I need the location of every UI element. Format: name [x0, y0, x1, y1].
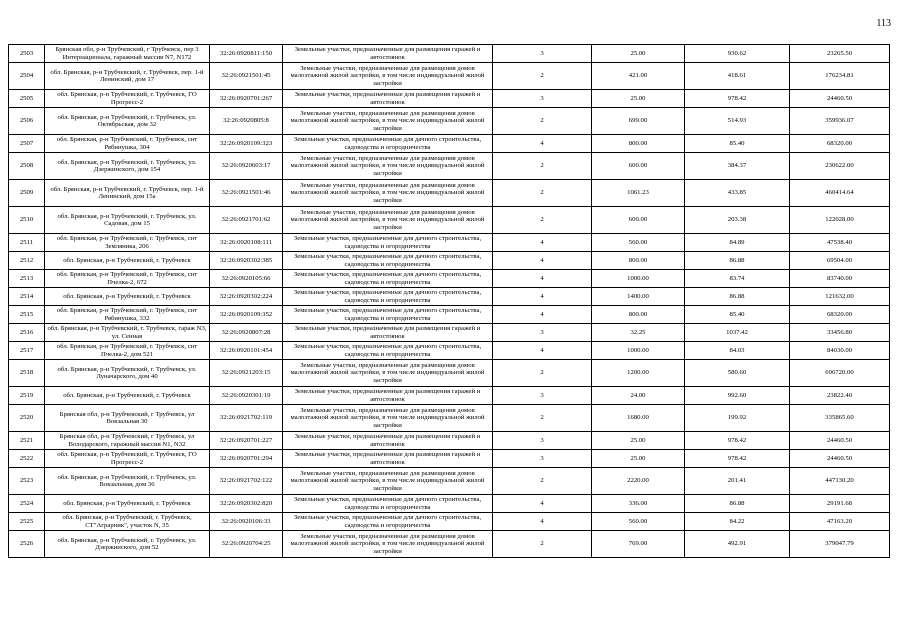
- unit-price-cell: 492.91: [685, 531, 790, 558]
- cadastral-value-cell: 24460.50: [790, 450, 890, 468]
- table-row: [9, 135, 890, 153]
- category-cell: 3: [493, 387, 592, 405]
- table-row: [9, 207, 890, 234]
- area-cell: 1000.00: [592, 270, 685, 288]
- row-number: 2504: [9, 63, 45, 90]
- cadastral-value-cell: 69504.00: [790, 252, 890, 270]
- row-number: 2512: [9, 252, 45, 270]
- area-cell: 560.00: [592, 234, 685, 252]
- area-cell: 25.00: [592, 90, 685, 108]
- land-use-cell: Земельные участки, предназначенные для размещения домов малоэтажной жилой застройки, в том числе индивидуальной жилой застройки: [283, 207, 493, 234]
- row-number: 2525: [9, 513, 45, 531]
- cadastral-number-cell: 32:26:0920301:19: [210, 387, 283, 405]
- land-use-cell: Земельные участки, предназначенные для размещения домов малоэтажной жилой застройки, в том числе индивидуальной жилой застройки: [283, 360, 493, 387]
- cadastral-value-cell: 47538.40: [790, 234, 890, 252]
- unit-price-cell: 86.88: [685, 288, 790, 306]
- address-cell: обл. Брянская, р-н Трубчевский, г. Трубчевск, СТ"Аграрник", участок N, 35: [45, 513, 210, 531]
- table-row: [9, 405, 890, 432]
- table-row: [9, 153, 890, 180]
- category-cell: 2: [493, 108, 592, 135]
- row-number: 2526: [9, 531, 45, 558]
- unit-price-cell: 978.42: [685, 90, 790, 108]
- cadastral-value-cell: 447130.20: [790, 468, 890, 495]
- cadastral-value-cell: 68320.00: [790, 135, 890, 153]
- area-cell: 1061.23: [592, 180, 685, 207]
- category-cell: 2: [493, 207, 592, 234]
- cadastral-value-cell: 24460.50: [790, 90, 890, 108]
- row-number: 2503: [9, 45, 45, 63]
- land-use-cell: Земельные участки, предназначенные для размещения гаражей и автостоянок: [283, 387, 493, 405]
- table-row: [9, 63, 890, 90]
- area-cell: 25.00: [592, 450, 685, 468]
- cadastral-value-cell: 121632.00: [790, 288, 890, 306]
- address-cell: обл. Брянская, р-н Трубчевский, г. Трубчевск: [45, 387, 210, 405]
- area-cell: 1200.00: [592, 360, 685, 387]
- unit-price-cell: 203.38: [685, 207, 790, 234]
- category-cell: 4: [493, 252, 592, 270]
- table-row: [9, 495, 890, 513]
- land-use-cell: Земельные участки, предназначенные для размещения гаражей и автостоянок: [283, 45, 493, 63]
- cadastral-value-cell: 47163.20: [790, 513, 890, 531]
- category-cell: 2: [493, 360, 592, 387]
- row-number: 2507: [9, 135, 45, 153]
- unit-price-cell: 83.74: [685, 270, 790, 288]
- address-cell: обл. Брянская, р-н Трубчевский, г. Трубчевск, пер. 1-й Ленинский, дом 15а: [45, 180, 210, 207]
- address-cell: обл. Брянская, р-н Трубчевский, г. Трубчевск, ул. Луначарского, дом 40: [45, 360, 210, 387]
- row-number: 2519: [9, 387, 45, 405]
- row-number: 2508: [9, 153, 45, 180]
- category-cell: 2: [493, 531, 592, 558]
- cadastral-value-cell: 122028.00: [790, 207, 890, 234]
- table-row: [9, 180, 890, 207]
- category-cell: 3: [493, 90, 592, 108]
- category-cell: 2: [493, 153, 592, 180]
- cadastral-number-cell: 32:26:0920701:267: [210, 90, 283, 108]
- unit-price-cell: 992.60: [685, 387, 790, 405]
- land-use-cell: Земельные участки, предназначенные для размещения гаражей и автостоянок: [283, 432, 493, 450]
- category-cell: 3: [493, 45, 592, 63]
- area-cell: 800.00: [592, 252, 685, 270]
- unit-price-cell: 514.93: [685, 108, 790, 135]
- cadastral-number-cell: 32:26:0921702:119: [210, 405, 283, 432]
- address-cell: обл. Брянская, р-н Трубчевский, г. Трубчевск, ГО Прогресс-2: [45, 450, 210, 468]
- land-use-cell: Земельные участки, предназначенные для дачного строительства, садоводства и огородничества: [283, 342, 493, 360]
- category-cell: 3: [493, 450, 592, 468]
- cadastral-number-cell: 32:26:0920811:150: [210, 45, 283, 63]
- land-use-cell: Земельные участки, предназначенные для дачного строительства, садоводства и огородничества: [283, 252, 493, 270]
- row-number: 2514: [9, 288, 45, 306]
- category-cell: 4: [493, 306, 592, 324]
- cadastral-value-cell: 460414.64: [790, 180, 890, 207]
- address-cell: обл. Брянская, р-н Трубчевский, г. Трубчевск, снт Пчелка-2, дом 521: [45, 342, 210, 360]
- land-use-cell: Земельные участки, предназначенные для размещения домов малоэтажной жилой застройки, в том числе индивидуальной жилой застройки: [283, 531, 493, 558]
- category-cell: 4: [493, 234, 592, 252]
- table-body: [9, 45, 890, 558]
- unit-price-cell: 930.62: [685, 45, 790, 63]
- row-number: 2513: [9, 270, 45, 288]
- address-cell: Брянская обл, р-н Трубчевский, г Трубчевск, ул Вокзальная 30: [45, 405, 210, 432]
- unit-price-cell: 85.40: [685, 306, 790, 324]
- area-cell: 421.00: [592, 63, 685, 90]
- row-number: 2505: [9, 90, 45, 108]
- area-cell: 800.00: [592, 306, 685, 324]
- cadastral-number-cell: 32:26:0920109:352: [210, 306, 283, 324]
- cadastral-number-cell: 32:26:0920105:66: [210, 270, 283, 288]
- row-number: 2509: [9, 180, 45, 207]
- address-cell: обл. Брянская, р-н Трубчевский, г. Трубчевск, ул. Вокзальная, дом 36: [45, 468, 210, 495]
- cadastral-value-cell: 29191.68: [790, 495, 890, 513]
- table-row: [9, 513, 890, 531]
- unit-price-cell: 86.88: [685, 252, 790, 270]
- area-cell: 600.00: [592, 153, 685, 180]
- address-cell: обл. Брянская, р-н Трубчевский, г. Трубчевск: [45, 252, 210, 270]
- cadastral-value-cell: 83740.00: [790, 270, 890, 288]
- address-cell: обл. Брянская, р-н Трубчевский, г. Трубчевск, ул. Октябрьская, дом 32: [45, 108, 210, 135]
- land-use-cell: Земельные участки, предназначенные для размещения гаражей и автостоянок: [283, 450, 493, 468]
- category-cell: 3: [493, 432, 592, 450]
- unit-price-cell: 84.89: [685, 234, 790, 252]
- land-use-cell: Земельные участки, предназначенные для дачного строительства, садоводства и огородничества: [283, 495, 493, 513]
- unit-price-cell: 978.42: [685, 450, 790, 468]
- unit-price-cell: 85.40: [685, 135, 790, 153]
- row-number: 2523: [9, 468, 45, 495]
- area-cell: 32.25: [592, 324, 685, 342]
- cadastral-number-cell: 32:26:0921203:15: [210, 360, 283, 387]
- category-cell: 2: [493, 63, 592, 90]
- unit-price-cell: 1037.42: [685, 324, 790, 342]
- address-cell: обл. Брянская, р-н Трубчевский, г. Трубчевск, снт Земляника, 206: [45, 234, 210, 252]
- area-cell: 25.00: [592, 432, 685, 450]
- category-cell: 2: [493, 180, 592, 207]
- area-cell: 25.00: [592, 45, 685, 63]
- cadastral-number-cell: 32:26:0920807:28: [210, 324, 283, 342]
- cadastral-number-cell: 32:26:0920302:385: [210, 252, 283, 270]
- area-cell: 769.00: [592, 531, 685, 558]
- unit-price-cell: 978.42: [685, 432, 790, 450]
- area-cell: 560.00: [592, 513, 685, 531]
- address-cell: обл. Брянская, р-н Трубчевский, г. Трубчевск: [45, 288, 210, 306]
- row-number: 2521: [9, 432, 45, 450]
- row-number: 2510: [9, 207, 45, 234]
- land-use-cell: Земельные участки, предназначенные для размещения домов малоэтажной жилой застройки, в том числе индивидуальной жилой застройки: [283, 180, 493, 207]
- row-number: 2506: [9, 108, 45, 135]
- cadastral-value-cell: 24460.50: [790, 432, 890, 450]
- address-cell: обл. Брянская, р-н Трубчевский, г. Трубчевск, снт Рябинушка, 304: [45, 135, 210, 153]
- cadastral-number-cell: 32:26:0920805:8: [210, 108, 283, 135]
- address-cell: обл. Брянская, р-н Трубчевский, г. Трубчевск, пер. 1-й Ленинский, дом 17: [45, 63, 210, 90]
- cadastral-number-cell: 32:26:0920109:323: [210, 135, 283, 153]
- cadastral-number-cell: 32:26:0920106:33: [210, 513, 283, 531]
- land-use-cell: Земельные участки, предназначенные для дачного строительства, садоводства и огородничества: [283, 513, 493, 531]
- row-number: 2524: [9, 495, 45, 513]
- address-cell: обл. Брянская, р-н Трубчевский, г. Трубчевск, ул. Дзержинского, дом 154: [45, 153, 210, 180]
- row-number: 2511: [9, 234, 45, 252]
- address-cell: Брянская обл, р-н Трубчевский, г Трубчевск, ул Володарского, гаражный массив N1, N32: [45, 432, 210, 450]
- cadastral-number-cell: 32:26:0920704:25: [210, 531, 283, 558]
- table-row: [9, 324, 890, 342]
- address-cell: обл. Брянская, р-н Трубчевский, г. Трубчевск, снт Рябинушка, 332: [45, 306, 210, 324]
- table-row: [9, 342, 890, 360]
- category-cell: 4: [493, 342, 592, 360]
- cadastral-number-cell: 32:26:0920302:224: [210, 288, 283, 306]
- address-cell: обл. Брянская, р-н Трубчевский, г. Трубчевск: [45, 495, 210, 513]
- unit-price-cell: 433.85: [685, 180, 790, 207]
- row-number: 2517: [9, 342, 45, 360]
- table-row: [9, 234, 890, 252]
- row-number: 2522: [9, 450, 45, 468]
- address-cell: Брянская обл, р-н Трубчевский, г Трубчевск, пер 3 Интернационала, гаражный массив N7, N172: [45, 45, 210, 63]
- row-number: 2515: [9, 306, 45, 324]
- cadastral-number-cell: 32:26:0921501:45: [210, 63, 283, 90]
- unit-price-cell: 86.88: [685, 495, 790, 513]
- unit-price-cell: 580.60: [685, 360, 790, 387]
- land-use-cell: Земельные участки, предназначенные для дачного строительства, садоводства и огородничества: [283, 270, 493, 288]
- category-cell: 4: [493, 513, 592, 531]
- land-use-cell: Земельные участки, предназначенные для размещения домов малоэтажной жилой застройки, в том числе индивидуальной жилой застройки: [283, 63, 493, 90]
- area-cell: 800.00: [592, 135, 685, 153]
- table-row: [9, 468, 890, 495]
- page-number: 113: [876, 18, 891, 29]
- table-row: [9, 450, 890, 468]
- address-cell: обл. Брянская, р-н Трубчевский, г. Трубчевск, ул. Садовая, дом 15: [45, 207, 210, 234]
- area-cell: 2220.00: [592, 468, 685, 495]
- cadastral-number-cell: 32:26:0920603:17: [210, 153, 283, 180]
- address-cell: обл. Брянская, р-н Трубчевский, г. Трубчевск, ГО Прогресс-2: [45, 90, 210, 108]
- category-cell: 3: [493, 324, 592, 342]
- row-number: 2520: [9, 405, 45, 432]
- table-row: [9, 360, 890, 387]
- table-row: [9, 387, 890, 405]
- table-row: [9, 531, 890, 558]
- unit-price-cell: 418.61: [685, 63, 790, 90]
- address-cell: обл. Брянская, р-н Трубчевский, г. Трубчевск, ул. Дзержинского, дом 52: [45, 531, 210, 558]
- cadastral-number-cell: 32:26:0920108:111: [210, 234, 283, 252]
- category-cell: 4: [493, 288, 592, 306]
- area-cell: 1000.00: [592, 342, 685, 360]
- cadastral-value-cell: 176234.81: [790, 63, 890, 90]
- unit-price-cell: 84.03: [685, 342, 790, 360]
- unit-price-cell: 201.41: [685, 468, 790, 495]
- cadastral-number-cell: 32:26:0921702:122: [210, 468, 283, 495]
- table-row: [9, 306, 890, 324]
- cadastral-number-cell: 32:26:0921501:46: [210, 180, 283, 207]
- land-use-cell: Земельные участки, предназначенные для размещения гаражей и автостоянок: [283, 90, 493, 108]
- cadastral-value-cell: 696720.00: [790, 360, 890, 387]
- land-use-cell: Земельные участки, предназначенные для дачного строительства, садоводства и огородничества: [283, 288, 493, 306]
- cadastral-value-cell: 23822.40: [790, 387, 890, 405]
- land-use-cell: Земельные участки, предназначенные для дачного строительства, садоводства и огородничества: [283, 306, 493, 324]
- cadastral-value-cell: 335865.60: [790, 405, 890, 432]
- area-cell: 336.00: [592, 495, 685, 513]
- land-use-cell: Земельные участки, предназначенные для дачного строительства, садоводства и огородничества: [283, 135, 493, 153]
- land-use-cell: Земельные участки, предназначенные для размещения гаражей и автостоянок: [283, 324, 493, 342]
- address-cell: обл. Брянская, р-н Трубчевский, г. Трубчевск, снт Пчелка-2, 672: [45, 270, 210, 288]
- land-registry-table: [8, 44, 890, 558]
- table-row: [9, 108, 890, 135]
- table-row: [9, 90, 890, 108]
- land-use-cell: Земельные участки, предназначенные для размещения домов малоэтажной жилой застройки, в том числе индивидуальной жилой застройки: [283, 108, 493, 135]
- area-cell: 699.00: [592, 108, 685, 135]
- area-cell: 1400.00: [592, 288, 685, 306]
- table-row: [9, 270, 890, 288]
- category-cell: 4: [493, 135, 592, 153]
- category-cell: 4: [493, 495, 592, 513]
- unit-price-cell: 384.37: [685, 153, 790, 180]
- table-row: [9, 252, 890, 270]
- land-use-cell: Земельные участки, предназначенные для размещения домов малоэтажной жилой застройки, в том числе индивидуальной жилой застройки: [283, 468, 493, 495]
- land-use-cell: Земельные участки, предназначенные для размещения домов малоэтажной жилой застройки, в том числе индивидуальной жилой застройки: [283, 405, 493, 432]
- land-use-cell: Земельные участки, предназначенные для размещения домов малоэтажной жилой застройки, в том числе индивидуальной жилой застройки: [283, 153, 493, 180]
- row-number: 2518: [9, 360, 45, 387]
- area-cell: 600.00: [592, 207, 685, 234]
- cadastral-value-cell: 68320.00: [790, 306, 890, 324]
- table-row: [9, 288, 890, 306]
- area-cell: 1680.00: [592, 405, 685, 432]
- cadastral-value-cell: 379047.79: [790, 531, 890, 558]
- row-number: 2516: [9, 324, 45, 342]
- cadastral-value-cell: 33456.80: [790, 324, 890, 342]
- category-cell: 2: [493, 468, 592, 495]
- table-row: [9, 45, 890, 63]
- table-row: [9, 432, 890, 450]
- cadastral-number-cell: 32:26:0920701:294: [210, 450, 283, 468]
- area-cell: 24.00: [592, 387, 685, 405]
- cadastral-number-cell: 32:26:0920302:820: [210, 495, 283, 513]
- cadastral-value-cell: 230622.00: [790, 153, 890, 180]
- address-cell: обл. Брянская, р-н Трубчевский, г. Трубчевск, гараж N3, ул. Сенная: [45, 324, 210, 342]
- cadastral-value-cell: 23265.50: [790, 45, 890, 63]
- category-cell: 2: [493, 405, 592, 432]
- land-use-cell: Земельные участки, предназначенные для дачного строительства, садоводства и огородничества: [283, 234, 493, 252]
- cadastral-number-cell: 32:26:0920701:227: [210, 432, 283, 450]
- unit-price-cell: 199.92: [685, 405, 790, 432]
- cadastral-number-cell: 32:26:0921701:62: [210, 207, 283, 234]
- cadastral-number-cell: 32:26:0920101:454: [210, 342, 283, 360]
- cadastral-value-cell: 84030.00: [790, 342, 890, 360]
- category-cell: 4: [493, 270, 592, 288]
- unit-price-cell: 84.22: [685, 513, 790, 531]
- cadastral-value-cell: 359936.07: [790, 108, 890, 135]
